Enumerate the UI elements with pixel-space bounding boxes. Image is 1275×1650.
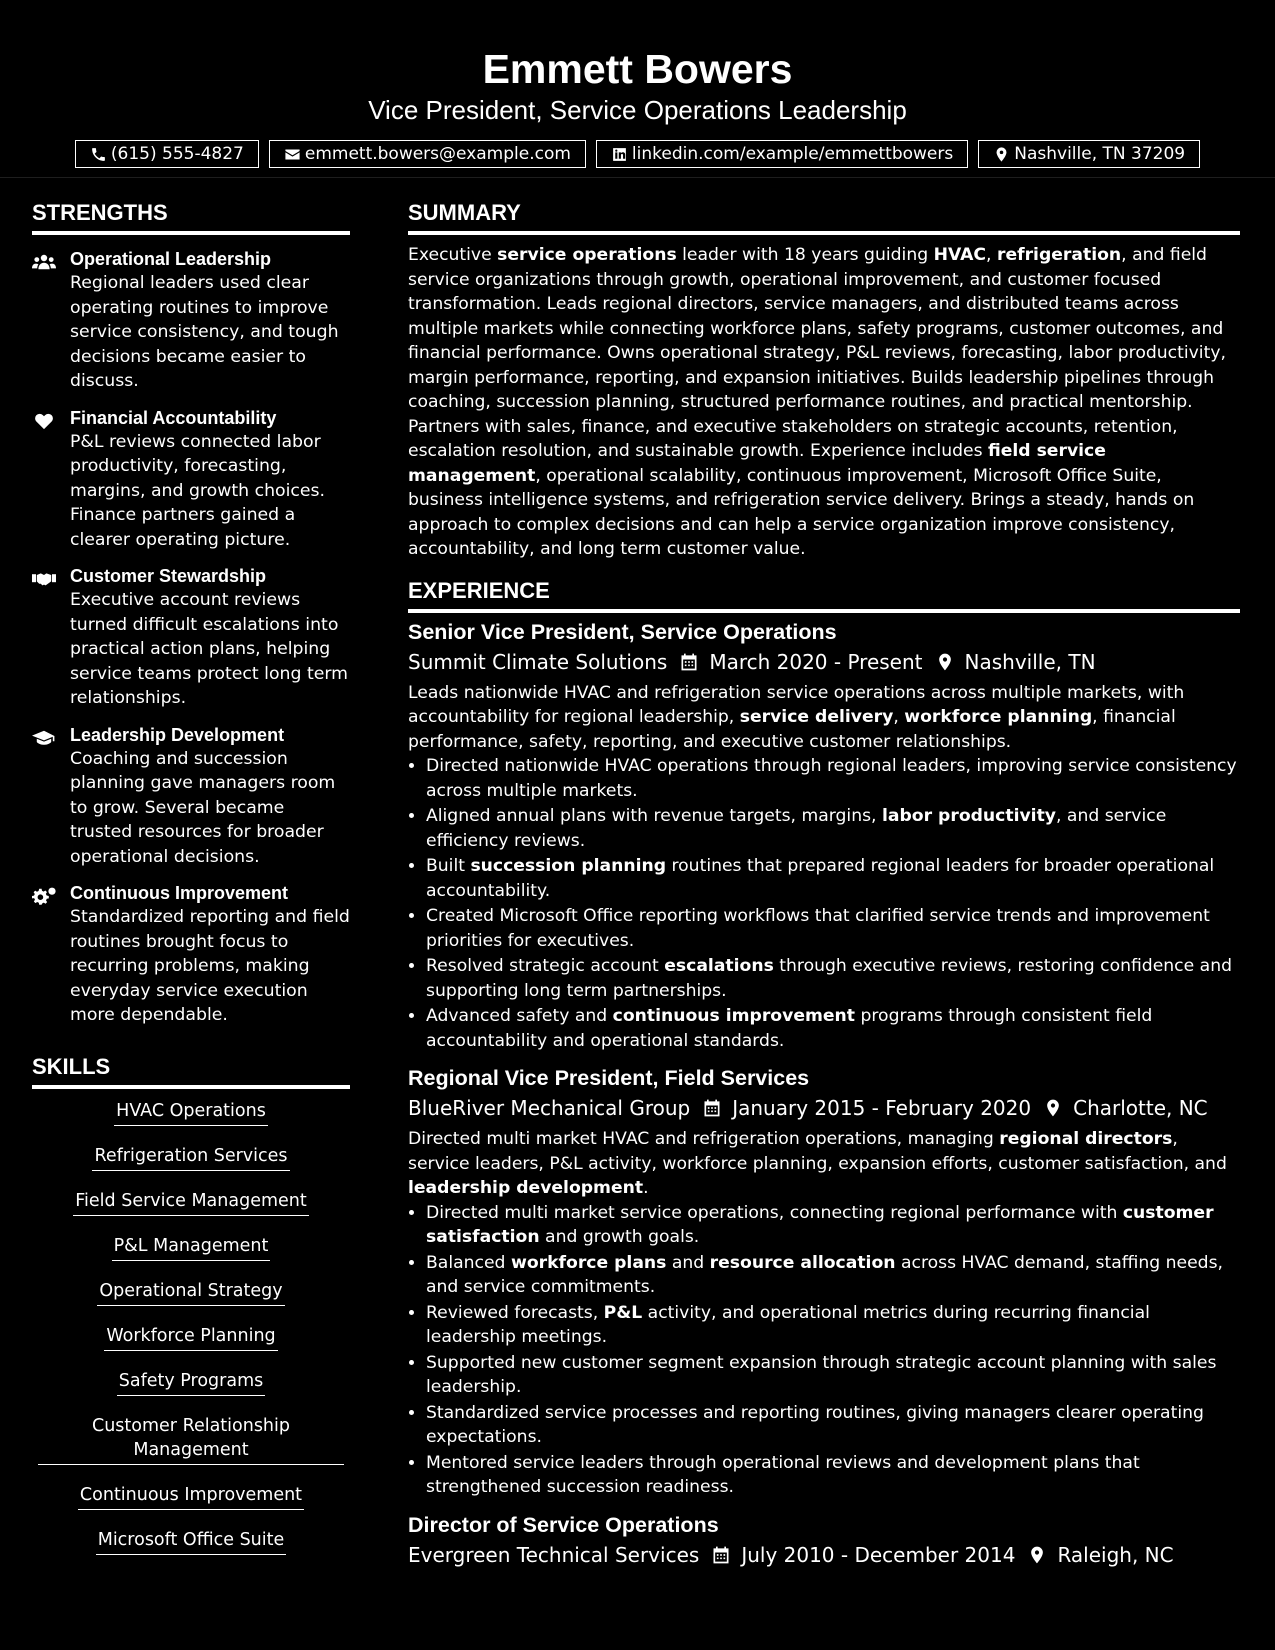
job-meta [408, 1093, 1240, 1123]
candidate-title: Vice President, Service Operations Leadership [368, 95, 907, 125]
job-location: Nashville, TN [964, 649, 1096, 674]
resume-header [0, 0, 1275, 178]
calendar-icon [679, 652, 699, 672]
text-run: Built [426, 856, 471, 876]
bold-keyword: customer satisfaction [426, 1202, 1214, 1247]
job-title: Regional Vice President, Field Services [408, 1066, 810, 1090]
strength-description: Executive account reviews turned difficult escalations into practical action plans, helping service teams protect long term relationships. [70, 590, 349, 708]
job-dates: January 2015 - February 2020 [732, 1096, 1032, 1120]
candidate-name: Emmett Bowers [482, 46, 793, 92]
graduation-cap-icon [32, 729, 56, 747]
heart-icon [32, 412, 56, 430]
job-location: Raleigh, NC [1057, 1542, 1174, 1567]
strength-description: P&L reviews connected labor productivity, forecasting, margins, and growth choices. Finance partners gained a clearer operating picture. [70, 431, 326, 550]
strength-item [32, 564, 350, 711]
strength-title: Continuous Improvement [70, 883, 289, 903]
linkedin-icon [611, 146, 628, 163]
email-contact[interactable] [269, 140, 586, 168]
text-run: Created Microsoft Office reporting workflows that clarified service trends and improvement priorities for executives. [426, 906, 1210, 951]
bold-keyword: workforce planning [904, 707, 1093, 727]
job-company: Evergreen Technical Services [408, 1542, 700, 1567]
bold-keyword: service operations [497, 245, 677, 265]
users-icon [32, 253, 56, 271]
skill-tag: HVAC Operations [114, 1099, 268, 1126]
strength-item [32, 723, 350, 870]
text-run: Supported new customer segment expansion through strategic account planning with sales leadership. [426, 1352, 1217, 1397]
job-dates: March 2020 - Present [709, 649, 923, 674]
phone-icon [90, 146, 107, 163]
bold-keyword: HVAC [933, 245, 987, 265]
skills-list [32, 1099, 350, 1573]
skill-tag: Customer Relationship Management [38, 1414, 344, 1465]
text-run: , and service efficiency reviews. [426, 806, 1167, 851]
strength-description: Regional leaders used clear operating routines to improve service consistency, and tough decisions became easier to discuss. [70, 273, 339, 391]
text-run: , [893, 707, 905, 727]
location-text: Nashville, TN 37209 [1014, 144, 1186, 164]
skill-tag: Refrigeration Services [92, 1144, 289, 1171]
job-dates: July 2010 - December 2014 [741, 1542, 1016, 1567]
calendar-icon [711, 1545, 731, 1565]
bullet-item [426, 1451, 1240, 1500]
location-contact [978, 140, 1200, 168]
skill-tag: Workforce Planning [104, 1324, 277, 1351]
summary-heading: SUMMARY [408, 196, 1240, 235]
bullet-item [426, 804, 1240, 853]
job-meta [408, 1540, 1240, 1570]
bullet-item [426, 854, 1240, 903]
text-run: Advanced safety and [426, 1006, 613, 1026]
left-column [32, 196, 350, 1573]
text-run: Directed nationwide HVAC operations through regional leaders, improving service consistency across multiple markets. [426, 756, 1237, 801]
job-title: Director of Service Operations [408, 1512, 719, 1537]
strength-item [32, 247, 350, 394]
map-pin-icon [993, 146, 1010, 163]
text-run: Executive [408, 245, 498, 265]
job-entry [408, 1063, 1240, 1500]
bold-keyword: continuous improvement [612, 1006, 855, 1026]
job-entry [408, 617, 1240, 1054]
skill-tag: Microsoft Office Suite [96, 1528, 287, 1555]
skill-tag: P&L Management [112, 1234, 271, 1261]
strengths-heading: STRENGTHS [32, 196, 350, 235]
strength-description: Standardized reporting and field routines brought focus to recurring problems, making everyday service execution more dependable. [70, 907, 350, 1025]
calendar-icon [702, 1098, 722, 1118]
bullet-item [426, 754, 1240, 803]
experience-list [408, 617, 1240, 1570]
bold-keyword: P&L [603, 1302, 643, 1323]
map-pin-icon [935, 652, 955, 672]
bold-keyword: service delivery [739, 707, 894, 727]
text-run: , operational scalability, continuous improvement, Microsoft Office Suite, business intelligence systems, and refrigeration service delivery. Brings a steady, hands on approach to complex decisions and can help a service organization improve consistency, accountability, and long term customer value. [408, 465, 1195, 559]
bold-keyword: escalations [664, 956, 774, 976]
bullet-item [426, 1251, 1240, 1300]
gears-icon [32, 887, 56, 905]
phone-text: (615) 555-4827 [110, 144, 244, 164]
job-company: Summit Climate Solutions [408, 649, 668, 674]
linkedin-text: linkedin.com/example/emmettbowers [631, 144, 954, 164]
contact-bar [0, 140, 1275, 168]
skill-tag: Operational Strategy [97, 1279, 284, 1306]
experience-heading: EXPERIENCE [408, 574, 1240, 613]
strength-item [32, 881, 350, 1028]
text-run: routines that prepared regional leaders for broader operational accountability. [426, 856, 1215, 901]
job-location: Charlotte, NC [1073, 1096, 1208, 1120]
map-pin-icon [1027, 1545, 1047, 1565]
bullet-item [426, 1351, 1240, 1400]
job-entry [408, 1510, 1240, 1570]
text-run: leader with 18 years guiding [676, 245, 934, 265]
bold-keyword: refrigeration [996, 245, 1122, 265]
strength-title: Customer Stewardship [70, 566, 267, 586]
bold-keyword: resource allocation [709, 1252, 896, 1273]
bullet-item [426, 904, 1240, 953]
bullet-item [426, 1201, 1240, 1250]
text-run: , and field service organizations through growth, operational improvement, and customer focused transformation. Leads regional directors, service managers, and distributed teams across multiple markets while connecting workforce plans, safety programs, customer outcomes, and financial performance. Owns operational strategy, P&L reviews, forecasting, labor productivity, margin performance, reporting, and expansion initiatives. Builds leadership pipelines through coaching, succession planning, structured performance routines, and practical mentorship. Partners with sales, finance, and executive stakeholders on strategic accounts, retention, escalation resolution, and sustainable growth. Experience includes [408, 245, 1226, 461]
bold-keyword: field service management [408, 441, 1106, 486]
strength-title: Leadership Development [70, 724, 285, 745]
strength-item [32, 406, 350, 553]
bold-keyword: workforce plans [510, 1252, 667, 1273]
job-title: Senior Vice President, Service Operations [408, 619, 837, 644]
text-run: Leads nationwide HVAC and refrigeration service operations across multiple markets, with accountability for regional leadership, [408, 682, 1185, 727]
bullet-item [426, 1401, 1240, 1450]
text-run: Directed multi market service operations, connecting regional performance with [426, 1202, 1123, 1223]
text-run: . [643, 1178, 649, 1198]
job-bullets [408, 754, 1240, 1053]
strength-description: Coaching and succession planning gave managers room to grow. Several became trusted resources for broader operational decisions. [70, 748, 336, 867]
summary-text [408, 243, 1240, 562]
text-run: and [666, 1252, 710, 1273]
skill-tag: Continuous Improvement [78, 1483, 304, 1510]
text-run: , [986, 245, 997, 265]
skill-tag: Safety Programs [117, 1369, 266, 1396]
right-column [408, 196, 1240, 1580]
text-run: Resolved strategic account [426, 956, 665, 976]
text-run: , service leaders, P&L activity, workforce planning, expansion efforts, customer satisfaction, and [408, 1129, 1227, 1174]
text-run: across HVAC demand, staffing needs, and service commitments. [426, 1252, 1223, 1297]
skills-heading: SKILLS [32, 1050, 350, 1089]
text-run: through executive reviews, restoring confidence and supporting long term partnerships. [426, 956, 1233, 1001]
phone-contact[interactable] [75, 140, 259, 168]
bold-keyword: succession planning [470, 856, 667, 876]
bold-keyword: labor productivity [881, 806, 1056, 826]
skill-tag: Field Service Management [73, 1189, 308, 1216]
strength-title: Financial Accountability [70, 407, 277, 428]
job-company: BlueRiver Mechanical Group [408, 1096, 691, 1120]
linkedin-contact[interactable] [596, 140, 968, 168]
text-run: Standardized service processes and reporting routines, giving managers clearer operating expectations. [426, 1402, 1204, 1447]
job-bullets [408, 1201, 1240, 1500]
text-run: Directed multi market HVAC and refrigeration operations, managing [408, 1129, 1000, 1149]
handshake-icon [32, 570, 56, 588]
envelope-icon [284, 146, 301, 163]
bullet-item [426, 1004, 1240, 1053]
text-run: Reviewed forecasts, [426, 1302, 604, 1323]
bold-keyword: regional directors [999, 1129, 1173, 1149]
text-run: Aligned annual plans with revenue targets, margins, [426, 806, 882, 826]
job-summary [408, 681, 1240, 755]
text-run: Balanced [426, 1252, 511, 1273]
text-run: , financial performance, safety, reporting, and executive customer relationships. [408, 707, 1176, 752]
text-run: Mentored service leaders through operational reviews and development plans that strengthened succession readiness. [426, 1452, 1140, 1497]
bullet-item [426, 954, 1240, 1003]
bold-keyword: leadership development [408, 1178, 644, 1198]
strengths-list [32, 247, 350, 1028]
text-run: and growth goals. [539, 1227, 700, 1247]
email-text: emmett.bowers@example.com [304, 144, 571, 164]
bullet-item [426, 1301, 1240, 1350]
text-run: programs through consistent field accountability and operational standards. [426, 1006, 1153, 1051]
job-meta [408, 647, 1240, 677]
job-summary [408, 1127, 1240, 1201]
text-run: activity, and operational metrics during recurring financial leadership meetings. [426, 1302, 1150, 1347]
strength-title: Operational Leadership [70, 249, 272, 269]
map-pin-icon [1043, 1098, 1063, 1118]
